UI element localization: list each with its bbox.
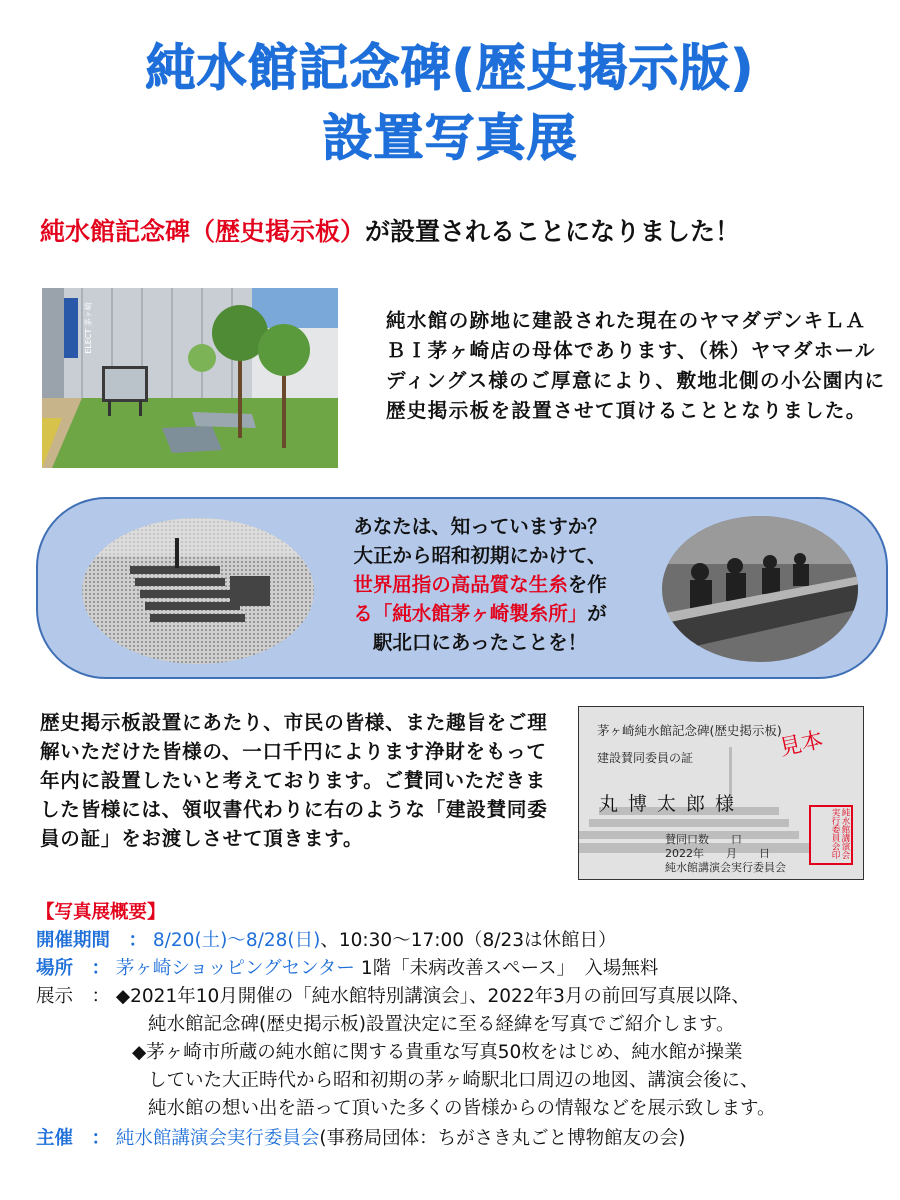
certificate-units: 賛同口数 口 [665,833,742,846]
issuer-seal: 純水館講演会実行委員会印 [809,805,853,865]
supporter-certificate-sample [578,706,864,880]
panel-line-4-highlight: る「純水館茅ヶ崎製糸所」 [353,602,588,625]
monument-site-photo [42,288,338,468]
host-row [36,1124,685,1150]
place-name: 茅ヶ崎ショッピングセンター [115,958,355,979]
exhibit-row-1 [36,982,750,1008]
panel-line-2: 大正から昭和初期にかけて、 [353,544,607,567]
exhibit-item-2-line-1: ◆茅ヶ崎市所蔵の純水館に関する貴重な写真50枚をはじめ、純水館が操業 [132,1042,743,1063]
headline-announcement: が設置されることになりました！ [365,217,741,246]
did-you-know-text [300,512,660,657]
host-office: (事務局団体：ちがさき丸ごと博物館友の会) [319,1128,686,1149]
place-row [36,954,658,980]
factory-workers-photo [660,514,860,664]
panel-line-5: 駅北口にあったことを！ [372,631,588,654]
headline-monument-name: 純水館記念碑（歴史掲示板） [40,217,366,246]
intro-paragraph: 純水館の跡地に建設された現在のヤマダデンキＬＡＢＩ茅ヶ崎店の母体であります、（株）ヤマダホールディングス様のご厚意により、敷地北側の小公園内に歴史掲示板を設置させて頂けることとなりました。 [386,309,886,422]
factory-aerial-photo [80,516,316,666]
period-dates: 8/20(土)〜8/28(日) [152,930,321,951]
period-label: 開催期間 ： [36,930,148,951]
certificate-name [599,789,744,816]
monument-site-photo-drawing [42,288,338,468]
certificate-honorific: 様 [715,793,745,815]
poster-title-line-1: 純水館記念碑(歴史掲示版) [145,39,755,97]
panel-line-3-rest: を作 [567,573,607,596]
exhibit-item-1-line-2: 純水館記念碑(歴史掲示板)設置決定に至る経緯を写真でご紹介します。 [148,1014,735,1035]
certificate-holder-name: 丸博太郎 [599,793,716,815]
panel-line-4-rest: が [587,602,607,625]
place-detail: 1階「未病改善スペース」 入場無料 [360,958,659,979]
panel-line-4 [300,599,660,628]
details-heading: 【写真展概要】 [36,902,166,923]
sample-stamp: 見本 [777,727,826,762]
exhibit-item-2-line-2: していた大正時代から昭和初期の茅ヶ崎駅北口周辺の地図、講演会後に、 [148,1070,759,1091]
panel-line-3 [300,570,660,599]
period-row [36,926,617,952]
certificate-date: 2022年 月 日 [665,847,770,860]
exhibit-item-2-line-3: 純水館の想い出を語って頂いた多くの皆様からの情報などを展示致します。 [148,1098,776,1119]
donation-appeal-paragraph: 歴史掲示板設置にあたり、市民の皆様、また趣旨をご理解いただけた皆様の、一口千円によります浄財をもって年内に設置したいと考えております。ご賛同いただきました皆様には、領収書代わりに右のような「建設賛同委員の証」をお渡しさせて頂きます。 [40,711,548,850]
certificate-issuer: 純水館講演会実行委員会 [665,861,786,874]
panel-line-3-highlight: 世界屈指の高品質な生糸 [353,573,568,596]
certificate-subtitle: 建設賛同委員の証 [597,751,694,765]
exhibit-item-1-line-1: ◆2021年10月開催の「純水館特別講演会」、2022年3月の前回写真展以降、 [115,986,750,1007]
place-label: 場所 ： [36,958,111,979]
poster-title-line-2: 設置写真展 [322,109,578,167]
host-label: 主催 ： [36,1128,111,1149]
exhibit-label: 展示 ： [36,986,111,1007]
period-hours: 、10:30〜17:00（8/23は休館日） [320,930,617,951]
announcement-headline [40,212,890,248]
panel-line-1: あなたは、知っていますか？ [353,515,607,538]
certificate-header: 茅ヶ崎純水館記念碑(歴史掲示板) [597,723,782,738]
host-name: 純水館講演会実行委員会 [115,1128,320,1149]
building-sign-text: ELECT 茅ヶ崎 [84,302,93,354]
